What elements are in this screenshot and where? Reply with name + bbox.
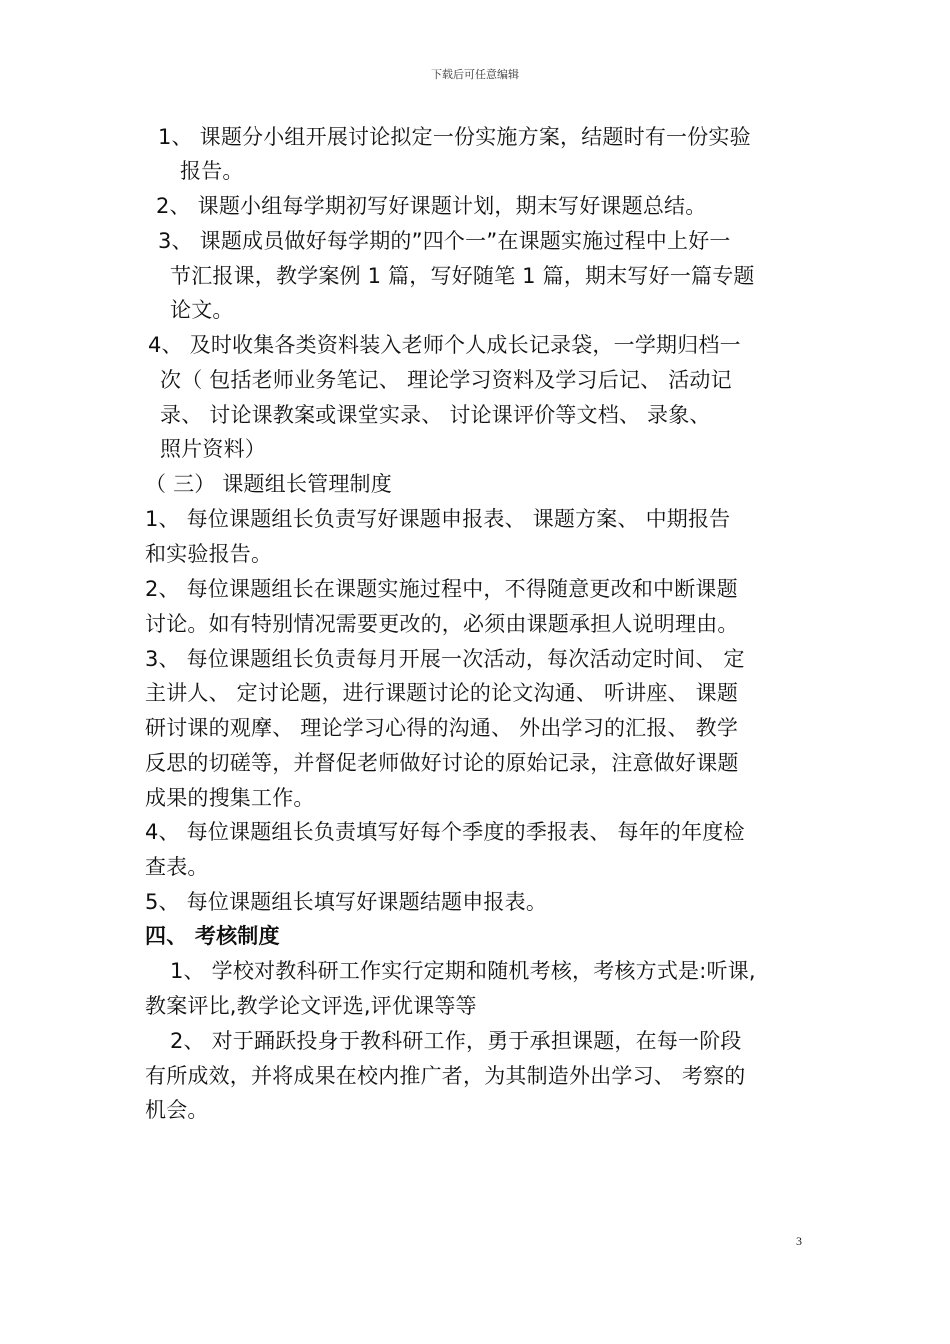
text-line: 3、 课题成员做好每学期的”四个一”在课题实施过程中上好一 (158, 229, 731, 253)
text-line: 2、 每位课题组长在课题实施过程中，不得随意更改和中断课题 (145, 577, 738, 601)
text-line: 2、 课题小组每学期初写好课题计划，期末写好课题总结。 (156, 194, 707, 218)
text-line: 和实验报告。 (145, 542, 273, 566)
text-line: 论文。 (170, 298, 234, 322)
text-line: 1、 每位课题组长负责写好课题申报表、 课题方案、 中期报告 (145, 507, 731, 531)
text-line: 教案评比,教学论文评选,评优课等等 (145, 994, 477, 1018)
page-header: 下载后可任意编辑 (431, 68, 519, 81)
text-line: 成果的搜集工作。 (145, 786, 315, 810)
text-line: 反思的切磋等，并督促老师做好讨论的原始记录，注意做好课题 (145, 751, 739, 775)
text-line: 节汇报课，教学案例 1 篇，写好随笔 1 篇，期末写好一篇专题 (170, 264, 755, 288)
text-line: 1、 课题分小组开展讨论拟定一份实施方案，结题时有一份实验 (158, 125, 751, 149)
text-line: 次（ 包括老师业务笔记、 理论学习资料及学习后记、 活动记 (160, 368, 732, 392)
text-line: 2、 对于踊跃投身于教科研工作，勇于承担课题，在每一阶段 (170, 1029, 742, 1053)
text-line: 机会。 (145, 1098, 209, 1122)
text-line: 讨论。如有特别情况需要更改的，必须由课题承担人说明理由。 (145, 612, 739, 636)
section-heading: （ 三） 课题组长管理制度 (145, 472, 392, 496)
text-line: 查表。 (145, 855, 209, 879)
text-line: 1、 学校对教科研工作实行定期和随机考核，考核方式是:听课, (170, 959, 756, 983)
text-line: 录、 讨论课教案或课堂实录、 讨论课评价等文档、 录象、 (160, 403, 711, 427)
text-line: 3、 每位课题组长负责每月开展一次活动，每次活动定时间、 定 (145, 647, 745, 671)
page-number: 3 (796, 1234, 802, 1248)
text-line: 主讲人、 定讨论题，进行课题讨论的论文沟通、 听讲座、 课题 (145, 681, 739, 705)
text-line: 有所成效，并将成果在校内推广者，为其制造外出学习、 考察的 (145, 1064, 746, 1088)
section-heading: 四、 考核制度 (145, 924, 280, 948)
text-line: 5、 每位课题组长填写好课题结题申报表。 (145, 890, 548, 914)
text-line: 4、 及时收集各类资料装入老师个人成长记录袋，一学期归档一 (148, 333, 741, 357)
text-line: 4、 每位课题组长负责填写好每个季度的季报表、 每年的年度检 (145, 820, 745, 844)
text-line: 报告。 (180, 159, 244, 183)
text-line: 照片资料） (160, 437, 266, 461)
text-line: 研讨课的观摩、 理论学习心得的沟通、 外出学习的汇报、 教学 (145, 716, 739, 740)
